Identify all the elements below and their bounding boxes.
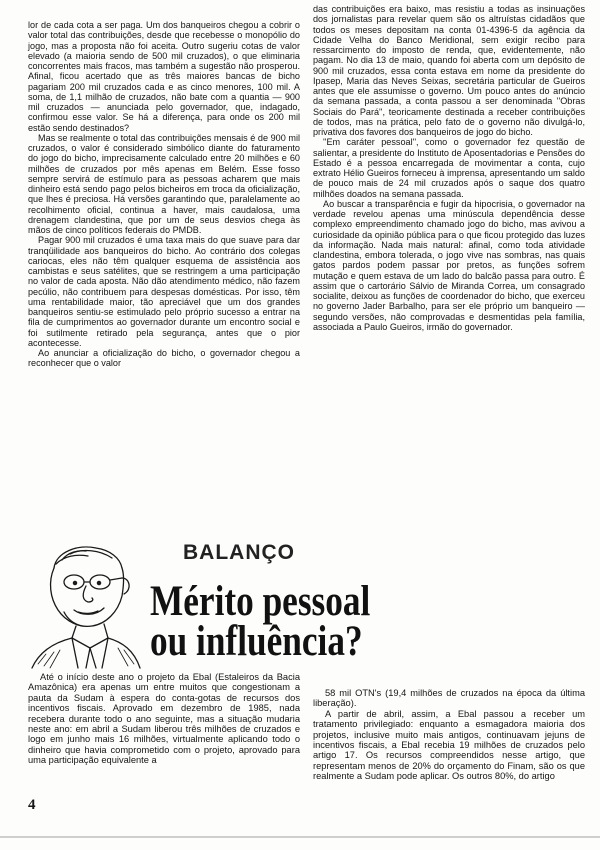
article-column-top-right (313, 4, 585, 332)
headline-line: ou influência? (150, 618, 363, 665)
paragraph: ''Em caráter pessoal'', como o governador fez questão de salientar, a presidente do Instituto de Aposentadorias e Pensões do Estado é a pessoa encarregada de movimentar a conta, cujo extrato Hélio Gueiros forneceu à imprensa, apresentando um saldo de pouco mais de 24 mil cruzados após o saque dos quatro milhões doados na semana passada. (313, 137, 585, 199)
article-column-top-left (28, 20, 300, 369)
paragraph: Pagar 900 mil cruzados é uma taxa mais do que suave para dar tranqüilidade aos banqueiros do bicho. Ao contrário dos colegas cariocas, eles não têm qualquer esquema de assistência aos cambistas e seus satélites, que se restringem a uma participação no valor de cada aposta. Não dão atendimento médico, não fazem pecúlio, não contribuem para despesas domésticas. Por isso, têm uma rentabilidade maior, tão apreciável que um dos grandes banqueiros sentiu-se estimulado pelo próprio sucesso a entrar na fila de cumprimentos ao governador durante um encontro social e foi sutilmente retirado pela segurança, antes que o pior acontecesse. (28, 235, 300, 348)
paragraph: lor de cada cota a ser paga. Um dos banqueiros chegou a cobrir o valor total das contribuições, desde que recebesse o monopólio do jogo, mas a proposta não foi aceita. Outro sugeriu cotas de valor elevado (a maioria sendo de 500 mil cruzados), o que eliminaria concorrentes mais fracos, mas também a sugestão não prosperou. Afinal, ficou acertado que as três maiores bancas de bicho pagariam 200 mil cruzados cada e as cinco menores, 100 mil. A soma, de 1,1 milhão de cruzados, não bate com a quantia — 900 mil cruzados — anunciada pelo governador, que, indagado, confirmou esse valor. Se há a diferença, para onde os 200 mil estão sendo destinados? (28, 20, 300, 133)
paragraph: A partir de abril, assim, a Ebal passou a receber um tratamento privilegiado: enquanto a esmagadora maioria dos projetos, inclusive muito mais antigos, continuavam jejuns de incentivos fiscais, a Ebal recebia 19 milhões de cruzados pelo artigo 17. Os recursos compreendidos nesse artigo, que representam menos de 20% do orçamento do Finam, são os que realmente a Sudam pode aplicar. Os outros 80%, do artigo (313, 708, 585, 782)
article-column-bottom-left (28, 672, 300, 766)
paragraph: Ao anunciar a oficialização do bicho, o governador chegou a reconhecer que o valor (28, 348, 300, 369)
section-kicker: BALANÇO (183, 541, 295, 564)
paragraph: das contribuições era baixo, mas resistiu a todas as insinuações dos jornalistas para revelar quem são os altruístas cidadãos que todos os meses depositam na conta 01-4396-5 da agência da Cidade Velha do Banco Meridional, sem exigir recibo para ressarcimento do imposto de renda, que, evidentemente, não pagam. No dia 13 de maio, quando foi aberta com um depósito de 900 mil cruzados, essa conta estava em nome da presidente do Ipasep, Maria das Neves Seixas, secretária particular de Gueiros antes que ele assumisse o governo. Um pouco antes do anúncio da semana passada, a conta passou a ser denominada ''Obras Sociais do Pará'', teoricamente destinada a receber contribuições de todos, mas na prática, pelo fato de o governo não divulgá-lo, privativa dos favores dos banqueiros de jogo do bicho. (313, 4, 585, 137)
article-column-bottom-right (313, 688, 585, 782)
paragraph: Mas se realmente o total das contribuições mensais é de 900 mil cruzados, o valor é considerado simbólico diante do faturamento do jogo do bicho, imprecisamente calculado entre 20 milhões e 60 milhões de cruzados por mês apenas em Belém. Esse fosso sempre servirá de estímulo para as pessoas acharem que mais dinheiro está sendo pago pelos bicheiros em troca da oficialização, que lhes é preciosa. Há versões garantindo que, paralelamente ao recolhimento oficial, continua a haver, mais caudalosa, uma drenagem clandestina, que por um de seus desvios chega às mãos de cinco políticos federais do PMDB. (28, 132, 300, 235)
paragraph: Ao buscar a transparência e fugir da hipocrisia, o governador na verdade revelou apenas uma minúscula dependência desse complexo empreendimento chamado jogo do bicho, mas avivou a curiosidade da opinião pública para o que ficou protegido das luzes da informação. Nada mais natural: afinal, como toda atividade clandestina, embora tolerada, o jogo vive nas sombras, nas quais gatos pardos podem passar por pretos, as funções sofrem mutação e quem estava de um lado do balcão passa para outro. É assim que o cartorário Sálvio de Miranda Correa, um consagrado socialite, deixou as funções de coordenador do bicho, que exerceu no governo Jader Barbalho, para ser ele próprio um banqueiro — segundo versões, não comprovadas e desmentidas pela família, associada a Paulo Gueiros, irmão do governador. (313, 198, 585, 332)
footer-rule (0, 836, 600, 838)
paragraph: Até o início deste ano o projeto da Ebal (Estaleiros da Bacia Amazônica) era apenas um entre muitos que congestionam a pauta da Sudam à espera do conta-gotas de recursos dos incentivos fiscais. Aprovado em dezembro de 1985, nada recebera durante todo o ano seguinte, mas a situação mudaria neste ano: em abril a Sudam liberou três milhões de cruzados e logo em junho mais 16 milhões, virtualmente aplicando todo o dinheiro que havia comprometido com o projeto, aprovado para uma participação equivalente a (28, 672, 300, 766)
page-number: 4 (28, 797, 36, 813)
headline (150, 578, 371, 665)
paragraph: 58 mil OTN's (19,4 milhões de cruzados na época da última liberação). (313, 688, 585, 709)
headline-line: Mérito pessoal (150, 578, 371, 625)
caricature-illustration (26, 538, 144, 670)
